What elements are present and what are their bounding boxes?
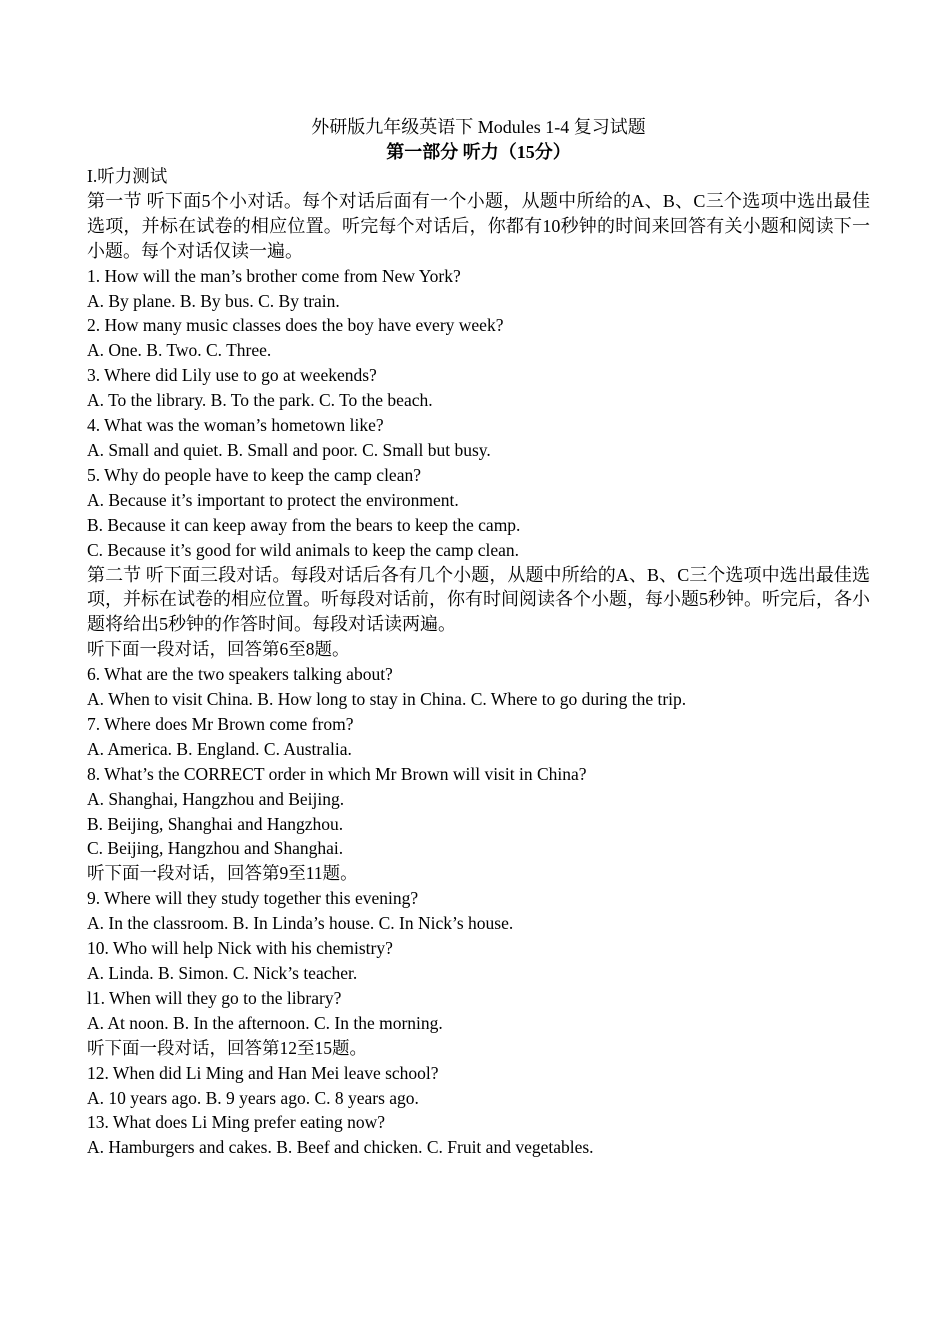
options-line: A. 10 years ago. B. 9 years ago. C. 8 years ago. (87, 1087, 419, 1108)
question-line: 1. How will the man’s brother come from New York? (87, 265, 461, 286)
options-line: A. By plane. B. By bus. C. By train. (87, 290, 340, 311)
question-line: 9. Where will they study together this evening? (87, 888, 419, 909)
question-line: 7. Where does Mr Brown come from? (87, 713, 354, 734)
question-line: 10. Who will help Nick with his chemistry? (87, 938, 393, 959)
options-line: A. Hamburgers and cakes. B. Beef and chicken. C. Fruit and vegetables. (87, 1137, 594, 1158)
question-line: 3. Where did Lily use to go at weekends? (87, 365, 377, 386)
dialogue-heading: 听下面一段对话，回答第12至15题。 (87, 1037, 367, 1058)
options-line: C. Because it’s good for wild animals to keep the camp clean. (87, 539, 520, 560)
question-line: 6. What are the two speakers talking about? (87, 664, 393, 685)
options-line: A. Because it’s important to protect the environment. (87, 489, 459, 510)
options-line: A. In the classroom. B. In Linda’s house. C. In Nick’s house. (87, 913, 514, 934)
question-line: 8. What’s the CORRECT order in which Mr Brown will visit in China? (87, 763, 587, 784)
dialogue2-questions (87, 886, 870, 1035)
dialogue-heading: 听下面一段对话，回答第9至11题。 (87, 863, 358, 884)
dialogue3-questions (87, 1061, 870, 1161)
question-line: 13. What does Li Ming prefer eating now? (87, 1112, 386, 1133)
question-line: l1. When will they go to the library? (87, 987, 342, 1008)
question-line: 2. How many music classes does the boy have every week? (87, 315, 504, 336)
dialogue1-questions (87, 662, 870, 861)
options-line: A. One. B. Two. C. Three. (87, 340, 272, 361)
section2-instructions: 第二节 听下面三段对话。每段对话后各有几个小题，从题中所给的A、B、C三个选项中选出最佳选项，并标在试卷的相应位置。听每段对话前，你有时间阅读各个小题，每小题5秒钟。听完后，各小题将给出5秒钟的作答时间。每段对话读两遍。 (87, 564, 870, 635)
options-line: A. Small and quiet. B. Small and poor. C. Small but busy. (87, 439, 491, 460)
question-line: 4. What was the woman’s hometown like? (87, 415, 384, 436)
section1-instructions: 第一节 听下面5个小对话。每个对话后面有一个小题，从题中所给的A、B、C三个选项中选出最佳选项，并标在试卷的相应位置。听完每个对话后，你都有10秒钟的时间来回答有关小题和阅读下一小题。每个对话仅读一遍。 (87, 190, 870, 261)
section1-questions (87, 264, 870, 563)
question-line: 5. Why do people have to keep the camp clean? (87, 464, 421, 485)
options-line: A. Shanghai, Hangzhou and Beijing. (87, 788, 345, 809)
options-line: A. Linda. B. Simon. C. Nick’s teacher. (87, 963, 358, 983)
options-line: B. Beijing, Shanghai and Hangzhou. (87, 813, 344, 834)
options-line: A. At noon. B. In the afternoon. C. In the morning. (87, 1012, 443, 1033)
options-line: C. Beijing, Hangzhou and Shanghai. (87, 838, 344, 859)
question-line: 12. When did Li Ming and Han Mei leave school? (87, 1062, 439, 1083)
section-heading: I.听力测试 (87, 166, 168, 186)
document-title: 外研版九年级英语下 Modules 1-4 复习试题 (311, 117, 646, 137)
options-line: B. Because it can keep away from the bears to keep the camp. (87, 514, 521, 535)
part-heading: 第一部分 听力（15分） (386, 142, 571, 162)
options-line: A. America. B. England. C. Australia. (87, 738, 352, 759)
options-line: A. To the library. B. To the park. C. To the beach. (87, 390, 433, 411)
options-line: A. When to visit China. B. How long to stay in China. C. Where to go during the trip. (87, 689, 687, 710)
dialogue-heading: 听下面一段对话，回答第6至8题。 (87, 639, 350, 660)
